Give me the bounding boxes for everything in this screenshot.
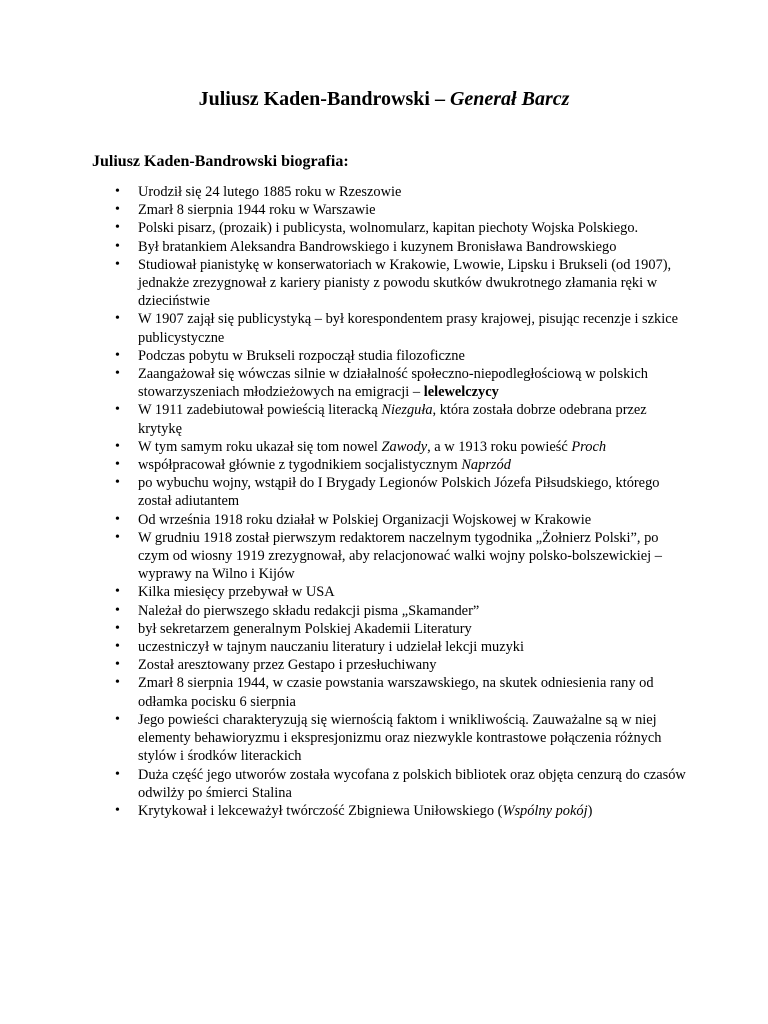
biography-list bbox=[138, 183, 686, 820]
list-item: • Był bratankiem Aleksandra Bandrowskiego i kuzynem Bronisława Bandrowskiego bbox=[138, 238, 686, 256]
list-item: • W 1907 zajął się publicystyką – był korespondentem prasy krajowej, pisując recenzje i szkice publicystyczne bbox=[138, 310, 686, 346]
list-item: • uczestniczył w tajnym nauczaniu literatury i udzielał lekcji muzyki bbox=[138, 638, 686, 656]
list-item: • Należał do pierwszego składu redakcji pisma „Skamander” bbox=[138, 602, 686, 620]
list-item: • Od września 1918 roku działał w Polskiej Organizacji Wojskowej w Krakowie bbox=[138, 511, 686, 529]
biography-heading: Juliusz Kaden-Bandrowski biografia: bbox=[92, 153, 349, 170]
list-item: • Studiował pianistykę w konserwatoriach w Krakowie, Lwowie, Lipsku i Brukseli (od 1907), jednakże zrezygnował z kariery pianisty z powodu skutków dwukrotnego złamania ręki w dzieciństwie bbox=[138, 256, 686, 311]
list-item: • był sekretarzem generalnym Polskiej Akademii Literatury bbox=[138, 620, 686, 638]
list-item: • W 1911 zadebiutował powieścią literacką Niezguła, która została dobrze odebrana przez krytykę bbox=[138, 401, 686, 437]
title-main: Juliusz Kaden-Bandrowski – bbox=[198, 88, 450, 110]
list-item: • współpracował głównie z tygodnikiem socjalistycznym Naprzód bbox=[138, 456, 686, 474]
list-item: • Jego powieści charakteryzują się wiernością faktom i wnikliwością. Zauważalne są w niej elementy behawioryzmu i ekspresjonizmu oraz niezwykle kontrastowe połączenia różnych stylów i środków literackich bbox=[138, 711, 686, 766]
list-item: • W grudniu 1918 został pierwszym redaktorem naczelnym tygodnika „Żołnierz Polski”, po czym od wiosny 1919 zrezygnował, aby relacjonować walki wojny polsko-bolszewickiej – wyprawy na Wilno i Kijów bbox=[138, 529, 686, 584]
list-item: • Urodził się 24 lutego 1885 roku w Rzeszowie bbox=[138, 183, 686, 201]
list-item: • Krytykował i lekceważył twórczość Zbigniewa Uniłowskiego (Wspólny pokój) bbox=[138, 802, 686, 820]
title-book: Generał Barcz bbox=[449, 88, 570, 110]
list-item: • Zmarł 8 sierpnia 1944, w czasie powstania warszawskiego, na skutek odniesienia rany od odłamka pocisku 6 sierpnia bbox=[138, 674, 686, 710]
list-item: • Podczas pobytu w Brukseli rozpoczął studia filozoficzne bbox=[138, 347, 686, 365]
list-item: • W tym samym roku ukazał się tom nowel Zawody, a w 1913 roku powieść Proch bbox=[138, 438, 686, 456]
list-item: • Został aresztowany przez Gestapo i przesłuchiwany bbox=[138, 656, 686, 674]
list-item: • Zmarł 8 sierpnia 1944 roku w Warszawie bbox=[138, 201, 686, 219]
list-item: • Polski pisarz, (prozaik) i publicysta, wolnomularz, kapitan piechoty Wojska Polskiego. bbox=[138, 219, 686, 237]
list-item: • po wybuchu wojny, wstąpił do I Brygady Legionów Polskich Józefa Piłsudskiego, którego został adiutantem bbox=[138, 474, 686, 510]
document-title bbox=[0, 86, 768, 112]
list-item: • Zaangażował się wówczas silnie w działalność społeczno-niepodległościową w polskich stowarzyszeniach młodzieżowych na emigracji – lelewelczycy bbox=[138, 365, 686, 401]
list-item: • Kilka miesięcy przebywał w USA bbox=[138, 583, 686, 601]
list-item: • Duża część jego utworów została wycofana z polskich bibliotek oraz objęta cenzurą do czasów odwilży po śmierci Stalina bbox=[138, 766, 686, 802]
